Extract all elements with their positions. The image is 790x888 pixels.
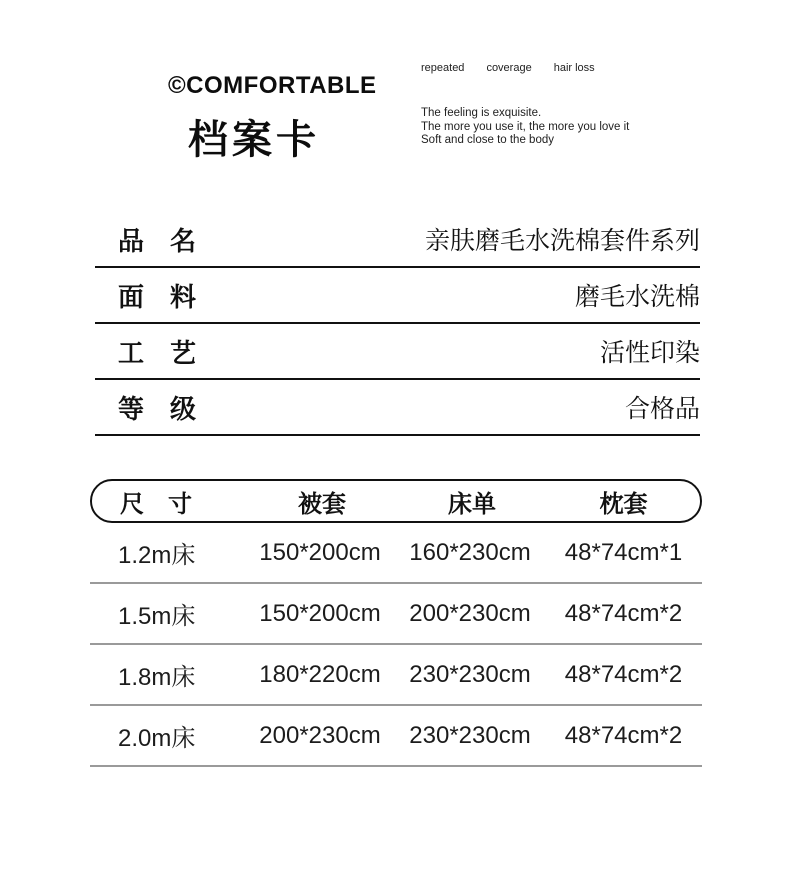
table-row (90, 523, 702, 584)
size-table-header (90, 479, 702, 523)
duvet-cell: 150*200cm (259, 538, 381, 566)
pillow-cell: 48*74cm*1 (564, 538, 683, 566)
tagline-line: The feeling is exquisite. (421, 107, 542, 119)
table-row (90, 645, 702, 706)
spec-table (95, 212, 700, 436)
duvet-cell: 180*220cm (259, 660, 381, 688)
spec-row-fabric (95, 268, 700, 324)
size-header-size: 尺 寸 (120, 490, 192, 518)
feature-keyword: repeated (421, 62, 465, 74)
table-row (90, 706, 702, 767)
feature-keyword: hair loss (553, 62, 595, 74)
spec-row-product-name (95, 212, 700, 268)
spec-value: 合格品 (624, 395, 700, 423)
brand-logo-cn: 档案卡 (188, 118, 320, 162)
sheet-cell: 160*230cm (409, 538, 531, 566)
sheet-cell: 200*230cm (409, 599, 531, 627)
feature-keywords (421, 62, 751, 74)
spec-label: 等 级 (118, 393, 197, 424)
spec-value: 活性印染 (599, 339, 700, 367)
sheet-cell: 230*230cm (409, 660, 531, 688)
size-cell: 1.2m床 (118, 542, 196, 569)
pillow-cell: 48*74cm*2 (564, 721, 683, 749)
size-table (90, 479, 702, 767)
table-row (90, 584, 702, 645)
sheet-cell: 230*230cm (409, 721, 531, 749)
tagline-block (421, 62, 751, 148)
size-header-pillowcase: 枕套 (599, 490, 648, 518)
size-header-duvet-cover: 被套 (298, 490, 346, 518)
tagline-line: Soft and close to the body (421, 134, 554, 146)
spec-value: 亲肤磨毛水洗棉套件系列 (424, 227, 700, 255)
spec-label: 品 名 (118, 225, 197, 256)
spec-row-craft (95, 324, 700, 380)
spec-label: 工 艺 (118, 337, 197, 368)
duvet-cell: 150*200cm (259, 599, 381, 627)
size-cell: 1.8m床 (118, 664, 196, 691)
tagline-line: The more you use it, the more you love it (421, 120, 630, 133)
pillow-cell: 48*74cm*2 (564, 660, 683, 688)
pillow-cell: 48*74cm*2 (564, 599, 683, 627)
spec-label: 面 料 (118, 281, 197, 312)
feature-keyword: coverage (486, 62, 532, 74)
spec-row-grade (95, 380, 700, 436)
brand-block (168, 72, 377, 165)
brand-logo-en: ©COMFORTABLE (168, 72, 377, 99)
size-cell: 1.5m床 (118, 603, 196, 630)
product-tagline (421, 107, 751, 148)
size-cell: 2.0m床 (118, 725, 196, 752)
size-header-bed-sheet: 床单 (448, 490, 496, 518)
duvet-cell: 200*230cm (259, 721, 381, 749)
spec-value: 磨毛水洗棉 (574, 283, 700, 311)
